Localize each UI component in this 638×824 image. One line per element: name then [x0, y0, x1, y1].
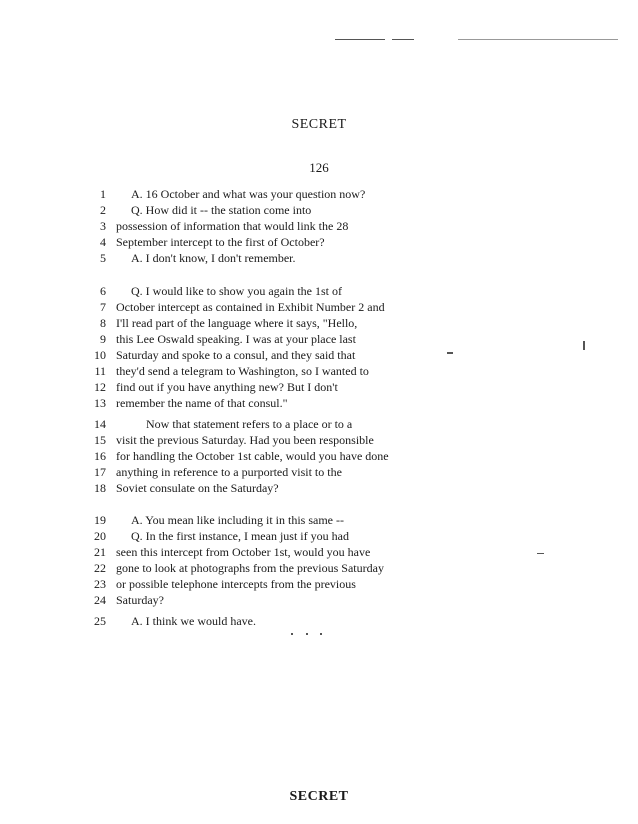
line-number: 11 [94, 364, 106, 378]
line-text: or possible telephone intercepts from the previous [116, 577, 356, 591]
page-number: 126 [309, 160, 329, 175]
header-classification: SECRET [291, 117, 347, 132]
line-text: possession of information that would link the 28 [116, 219, 349, 233]
scan-artifact [537, 553, 544, 554]
line-text: visit the previous Saturday. Had you been responsible [116, 433, 374, 447]
line-text: A. 16 October and what was your question now? [131, 187, 366, 201]
line-number: 4 [100, 235, 106, 249]
scan-artifact [458, 39, 618, 40]
line-number: 12 [94, 380, 106, 394]
line-number: 5 [100, 251, 106, 265]
scan-artifact [583, 341, 585, 350]
line-number: 1 [100, 187, 106, 201]
line-text: Saturday and spoke to a consul, and they said that [116, 348, 356, 362]
scan-artifact [306, 633, 308, 635]
scan-artifact [320, 633, 322, 635]
line-text: Q. In the first instance, I mean just if you had [131, 529, 349, 543]
scan-artifact [291, 633, 293, 635]
scan-artifact [335, 39, 385, 40]
line-text: September intercept to the first of October? [116, 235, 325, 249]
line-number: 13 [94, 396, 106, 410]
line-text: A. I don't know, I don't remember. [131, 251, 296, 265]
line-text: they'd send a telegram to Washington, so I wanted to [116, 364, 369, 378]
line-text: seen this intercept from October 1st, would you have [116, 545, 371, 559]
line-number: 16 [94, 449, 106, 463]
line-number: 3 [100, 219, 106, 233]
line-number: 14 [94, 417, 106, 431]
line-number: 18 [94, 481, 106, 495]
line-number: 22 [94, 561, 106, 575]
line-text: find out if you have anything new? But I don't [116, 380, 338, 394]
line-text: Saturday? [116, 593, 164, 607]
footer-classification: SECRET [289, 789, 349, 804]
scan-artifact [392, 39, 414, 40]
line-text: gone to look at photographs from the previous Saturday [116, 561, 384, 575]
line-text: anything in reference to a purported visit to the [116, 465, 342, 479]
line-number: 25 [94, 614, 106, 628]
scan-artifact [447, 352, 453, 354]
line-text: Now that statement refers to a place or to a [146, 417, 353, 431]
line-text: Q. I would like to show you again the 1st of [131, 284, 342, 298]
line-number: 9 [100, 332, 106, 346]
line-number: 21 [94, 545, 106, 559]
line-text: Soviet consulate on the Saturday? [116, 481, 279, 495]
line-text: remember the name of that consul." [116, 396, 288, 410]
line-text: this Lee Oswald speaking. I was at your place last [116, 332, 356, 346]
line-number: 6 [100, 284, 106, 298]
line-text: October intercept as contained in Exhibit Number 2 and [116, 300, 385, 314]
line-number: 7 [100, 300, 106, 314]
line-number: 8 [100, 316, 106, 330]
line-number: 17 [94, 465, 106, 479]
line-number: 19 [94, 513, 106, 527]
line-number: 20 [94, 529, 106, 543]
line-number: 23 [94, 577, 106, 591]
line-text: Q. How did it -- the station come into [131, 203, 312, 217]
line-number: 24 [94, 593, 106, 607]
line-text: A. I think we would have. [131, 614, 256, 628]
line-number: 10 [94, 348, 106, 362]
line-text: A. You mean like including it in this same -- [131, 513, 344, 527]
line-number: 15 [94, 433, 106, 447]
line-text: I'll read part of the language where it says, "Hello, [116, 316, 358, 330]
line-number: 2 [100, 203, 106, 217]
line-text: for handling the October 1st cable, would you have done [116, 449, 389, 463]
